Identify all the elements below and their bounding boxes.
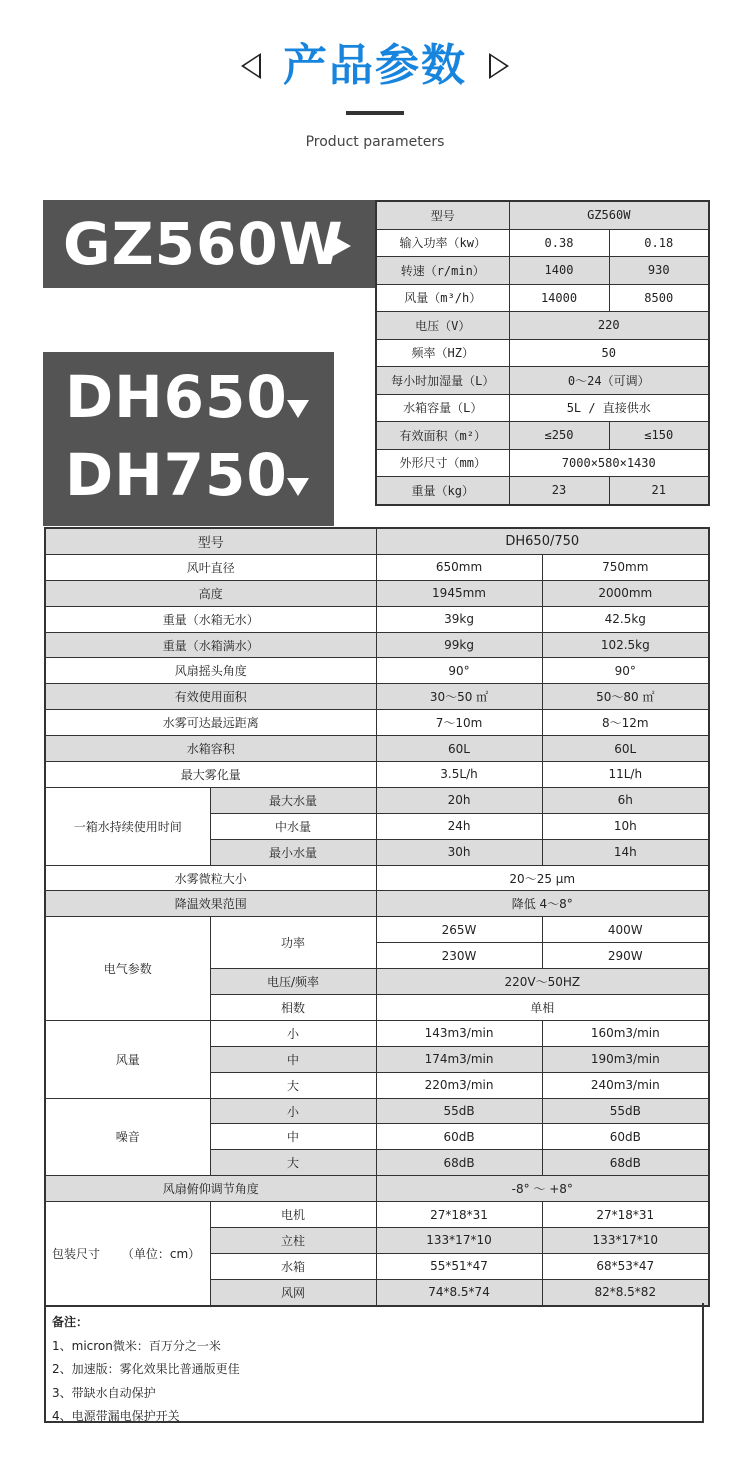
spec-value: 30～50 ㎡ [376,684,542,710]
spec-value: 60dB [542,1124,709,1150]
spec-label: 降温效果范围 [45,891,376,917]
note-item: 2、加速版：雾化效果比普通版更佳 [52,1362,240,1376]
triangle-right-icon [333,236,351,256]
spec-value: 400W [542,917,709,943]
spec-value: 42.5kg [542,606,709,632]
table-row [45,762,709,788]
spec-label: 大 [210,1072,376,1098]
spec-value: 39kg [376,606,542,632]
spec-label: 中 [210,1124,376,1150]
spec-value: 133*17*10 [542,1228,709,1254]
spec-value: DH650/750 [376,528,709,554]
triangle-right-icon [489,53,509,79]
table-row [376,284,709,312]
note-item: 1、micron微米：百万分之一米 [52,1338,221,1353]
table-row [376,449,709,477]
spec-value: 20h [376,787,542,813]
group-label: 噪音 [45,1098,210,1176]
notes-title: 备注： [52,1315,89,1329]
table-row [45,554,709,580]
spec-value: 265W [376,917,542,943]
page-subtitle: Product parameters [305,134,445,150]
spec-value: 0.18 [609,229,709,257]
dh-spec-table [44,527,710,1307]
title-underline [346,111,404,115]
spec-value: 降低 4～8° [376,891,709,917]
table-row [45,606,709,632]
spec-value: 24h [376,813,542,839]
section-header [0,36,750,96]
spec-value: 90° [376,658,542,684]
dh-model-label [43,352,334,526]
spec-value: 160m3/min [542,1020,709,1046]
spec-label: 最大水量 [210,787,376,813]
spec-label: 型号 [45,528,376,554]
spec-label: 大 [210,1150,376,1176]
spec-label: 转速（r/min） [376,257,509,285]
spec-value: 240m3/min [542,1072,709,1098]
dh750-model-text: DH750 [65,441,288,509]
spec-label: 小 [210,1098,376,1124]
spec-value: 0.38 [509,229,609,257]
group-label: 风量 [45,1020,210,1098]
table-row [45,787,709,813]
spec-value: ≤150 [609,422,709,450]
spec-value: 5L / 直接供水 [509,394,709,422]
spec-value: 68dB [376,1150,542,1176]
spec-value: 60L [542,736,709,762]
spec-value: 90° [542,658,709,684]
spec-label: 每小时加湿量（L） [376,367,509,395]
spec-value: 68*53*47 [542,1253,709,1279]
spec-value: 230W [376,943,542,969]
spec-value: 174m3/min [376,1046,542,1072]
table-row [376,257,709,285]
spec-value: 14h [542,839,709,865]
spec-value: GZ560W [509,201,709,229]
table-row [45,658,709,684]
table-row [45,580,709,606]
spec-value: 6h [542,787,709,813]
spec-value: 单相 [376,995,709,1021]
spec-value: 7000×580×1430 [509,449,709,477]
spec-value: 11L/h [542,762,709,788]
group-label: 电气参数 [45,917,210,1021]
spec-label: 风量（m³/h） [376,284,509,312]
gz-spec-table [375,200,710,506]
triangle-left-icon [241,53,261,79]
spec-value: 3.5L/h [376,762,542,788]
spec-value: 82*8.5*82 [542,1279,709,1305]
spec-value: 14000 [509,284,609,312]
spec-label: 最小水量 [210,839,376,865]
spec-value: 290W [542,943,709,969]
table-row [376,339,709,367]
table-row [45,1020,709,1046]
spec-value: 50～80 ㎡ [542,684,709,710]
spec-value: 55*51*47 [376,1253,542,1279]
spec-label: 频率（HZ） [376,339,509,367]
spec-label: 风叶直径 [45,554,376,580]
spec-value: 750mm [542,554,709,580]
spec-label: 水箱容量（L） [376,394,509,422]
spec-value: 220m3/min [376,1072,542,1098]
spec-value: 102.5kg [542,632,709,658]
page-title: 产品参数 [283,40,467,91]
spec-label: 立柱 [210,1228,376,1254]
spec-label: 中水量 [210,813,376,839]
spec-label: 风网 [210,1279,376,1305]
spec-label: 小 [210,1020,376,1046]
spec-value: 190m3/min [542,1046,709,1072]
table-row [45,865,709,891]
spec-value: 2000mm [542,580,709,606]
spec-value: 10h [542,813,709,839]
spec-value: 20～25 μm [376,865,709,891]
spec-value: 68dB [542,1150,709,1176]
spec-value: 0～24（可调） [509,367,709,395]
spec-label: 高度 [45,580,376,606]
spec-label: 重量（kg） [376,477,509,505]
gz-model-text: GZ560W [63,210,344,278]
spec-label: 风扇俯仰调节角度 [45,1176,376,1202]
notes-box [44,1303,704,1423]
note-item: 3、带缺水自动保护 [52,1385,156,1400]
table-row [376,394,709,422]
spec-label: 有效使用面积 [45,684,376,710]
spec-value: 74*8.5*74 [376,1279,542,1305]
dh650-model-text: DH650 [65,363,288,431]
spec-label: 电压（V） [376,312,509,340]
spec-value: 1400 [509,257,609,285]
spec-value: -8° ～ +8° [376,1176,709,1202]
triangle-down-icon [287,400,309,418]
spec-label: 中 [210,1046,376,1072]
group-label: 一箱水持续使用时间 [45,787,210,865]
table-row [45,632,709,658]
spec-label: 水雾微粒大小 [45,865,376,891]
table-row [45,1098,709,1124]
spec-label: 有效面积（m²） [376,422,509,450]
spec-value: 50 [509,339,709,367]
spec-label: 电压/频率 [210,969,376,995]
table-row [376,229,709,257]
spec-label: 重量（水箱满水） [45,632,376,658]
spec-label: 水箱 [210,1253,376,1279]
table-row [45,891,709,917]
group-label [45,1202,210,1306]
spec-value: 60dB [376,1124,542,1150]
spec-value: 650mm [376,554,542,580]
package-unit-label: （单位：cm） [121,1246,201,1261]
spec-value: 27*18*31 [542,1202,709,1228]
spec-label: 外形尺寸（mm） [376,449,509,477]
spec-label: 风扇摇头角度 [45,658,376,684]
spec-value: 23 [509,477,609,505]
spec-label: 重量（水箱无水） [45,606,376,632]
spec-label: 功率 [210,917,376,969]
table-header-row [45,528,709,554]
table-row [376,367,709,395]
table-row [376,477,709,505]
spec-value: 1945mm [376,580,542,606]
table-row [45,1176,709,1202]
spec-value: 8～12m [542,710,709,736]
table-row [45,710,709,736]
spec-value: 220V～50HZ [376,969,709,995]
gz-model-label [43,200,375,288]
spec-value: 143m3/min [376,1020,542,1046]
table-row [45,684,709,710]
spec-value: 27*18*31 [376,1202,542,1228]
spec-value: 60L [376,736,542,762]
spec-label: 相数 [210,995,376,1021]
table-row [45,1202,709,1228]
spec-label: 水箱容积 [45,736,376,762]
table-row [376,201,709,229]
spec-label: 电机 [210,1202,376,1228]
spec-label: 输入功率（kw） [376,229,509,257]
spec-value: 55dB [376,1098,542,1124]
spec-value: 55dB [542,1098,709,1124]
triangle-down-icon [287,478,309,496]
spec-value: ≤250 [509,422,609,450]
table-row [45,917,709,943]
spec-value: 8500 [609,284,709,312]
spec-value: 133*17*10 [376,1228,542,1254]
spec-value: 7～10m [376,710,542,736]
spec-value: 930 [609,257,709,285]
spec-value: 99kg [376,632,542,658]
spec-value: 21 [609,477,709,505]
spec-label: 水雾可达最远距离 [45,710,376,736]
table-row [376,422,709,450]
spec-label: 型号 [376,201,509,229]
note-item: 4、电源带漏电保护开关 [52,1409,180,1423]
table-row [45,736,709,762]
spec-label: 最大雾化量 [45,762,376,788]
spec-value: 220 [509,312,709,340]
spec-value: 30h [376,839,542,865]
table-row [376,312,709,340]
package-group-label: 包装尺寸 [52,1246,101,1261]
